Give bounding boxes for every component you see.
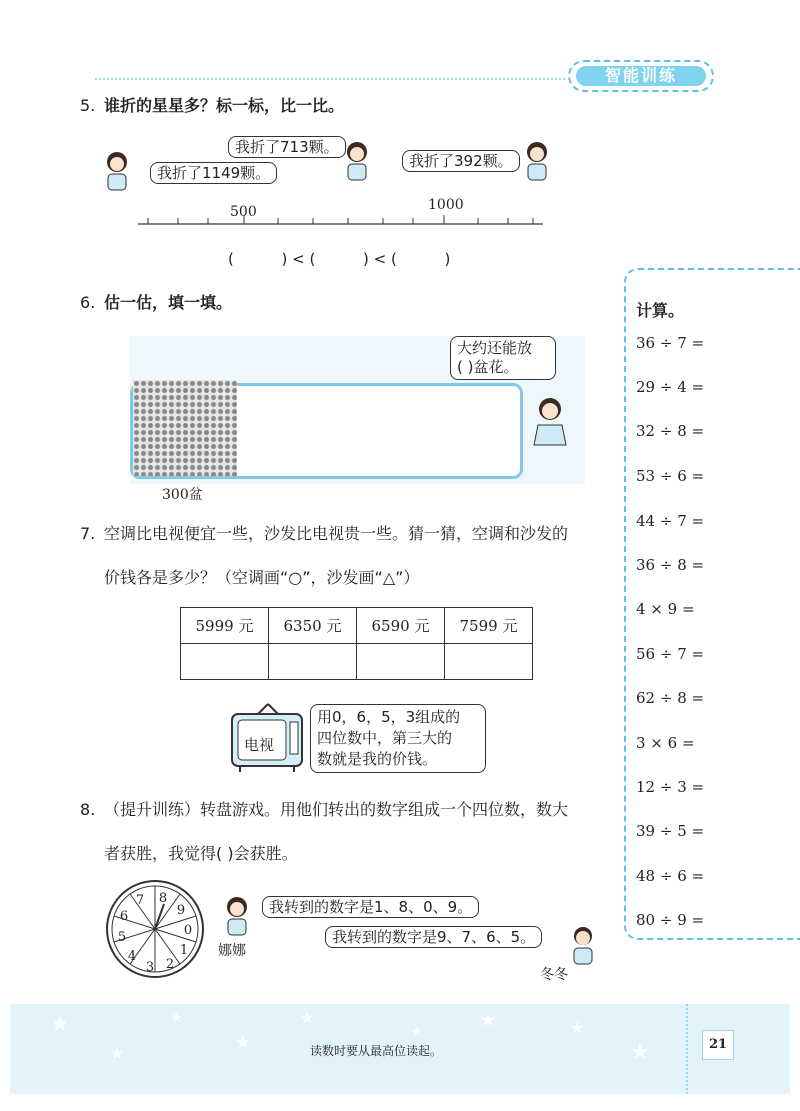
q5-bubble-1149: 我折了1149颗。 bbox=[150, 162, 277, 184]
star-icon: ★ bbox=[480, 1010, 497, 1031]
tv-bubble-line2: 四位数中，第三大的 bbox=[317, 729, 453, 747]
calc-item[interactable]: 39 ÷ 5 = bbox=[636, 822, 705, 840]
number-line bbox=[138, 212, 548, 232]
calc-item[interactable]: 53 ÷ 6 = bbox=[636, 467, 705, 485]
wheel-number: 0 bbox=[183, 923, 193, 938]
calc-title: 计算。 bbox=[636, 301, 685, 320]
tv-bubble-line1: 用0，6，5，3组成的 bbox=[317, 708, 461, 726]
girl-3-icon bbox=[520, 140, 554, 182]
calc-item[interactable]: 62 ÷ 8 = bbox=[636, 689, 705, 707]
dongdong-bubble: 我转到的数字是9、7、6、5。 bbox=[325, 926, 542, 948]
price-cell: 6590 元 bbox=[357, 608, 445, 644]
calc-item[interactable]: 4 × 9 = bbox=[636, 600, 695, 618]
girl-4-icon bbox=[530, 395, 570, 453]
tv-bubble bbox=[310, 704, 486, 773]
q5-number: 5. bbox=[80, 96, 96, 115]
star-icon: ★ bbox=[50, 1012, 70, 1037]
q7-line2: 价钱各是多少？（空调画“○”，沙发画“△”） bbox=[104, 568, 420, 587]
star-icon: ★ bbox=[235, 1032, 252, 1053]
tick-500: 500 bbox=[230, 204, 257, 220]
answer-cell[interactable] bbox=[445, 644, 533, 680]
wheel-number: 2 bbox=[165, 957, 175, 972]
tv-label: 电视 bbox=[244, 736, 275, 754]
section-tag-label: 智能训练 bbox=[576, 66, 706, 86]
wheel-number: 7 bbox=[135, 893, 145, 908]
q6-bubble-line2[interactable]: ( )盆花。 bbox=[457, 358, 519, 376]
answer-row bbox=[181, 644, 533, 680]
girl-2-icon bbox=[340, 140, 374, 182]
tick-1000: 1000 bbox=[428, 197, 464, 213]
footer-band bbox=[10, 1004, 790, 1094]
wheel-number: 8 bbox=[158, 891, 168, 906]
q6-pots-label: 300盆 bbox=[162, 487, 203, 503]
wheel-number: 6 bbox=[119, 909, 129, 924]
page-number: 21 bbox=[702, 1030, 734, 1060]
calc-panel bbox=[624, 268, 800, 940]
q6-title: 估一估，填一填。 bbox=[104, 293, 233, 312]
nana-icon bbox=[220, 895, 254, 937]
star-icon: ★ bbox=[570, 1018, 585, 1037]
q6-number: 6. bbox=[80, 293, 96, 312]
star-icon: ★ bbox=[110, 1044, 125, 1063]
q6-bubble bbox=[450, 336, 556, 380]
q6-bubble-line1: 大约还能放 bbox=[457, 339, 533, 357]
answer-cell[interactable] bbox=[181, 644, 269, 680]
q5-bubble-392: 我折了392颗。 bbox=[402, 150, 520, 172]
nana-name: 娜娜 bbox=[218, 943, 246, 959]
q8-number: 8. bbox=[80, 800, 96, 819]
calc-item[interactable]: 36 ÷ 7 = bbox=[636, 334, 705, 352]
price-cell: 6350 元 bbox=[269, 608, 357, 644]
calc-item[interactable]: 56 ÷ 7 = bbox=[636, 645, 705, 663]
tv-bubble-line3: 数就是我的价钱。 bbox=[317, 750, 438, 768]
header-divider bbox=[95, 78, 565, 80]
price-cell: 5999 元 bbox=[181, 608, 269, 644]
nana-bubble: 我转到的数字是1、8、0、9。 bbox=[262, 896, 479, 918]
star-icon: ★ bbox=[170, 1010, 183, 1026]
wheel-number: 3 bbox=[145, 960, 155, 975]
calc-item[interactable]: 29 ÷ 4 = bbox=[636, 378, 705, 396]
flower-pots bbox=[133, 380, 237, 476]
footer-tip: 读数时要从最高位读起。 bbox=[310, 1044, 443, 1058]
footer-divider bbox=[686, 1004, 688, 1094]
wheel-number: 5 bbox=[117, 930, 127, 945]
calc-item[interactable]: 36 ÷ 8 = bbox=[636, 556, 705, 574]
star-icon: ★ bbox=[630, 1040, 650, 1065]
q5-title: 谁折的星星多？标一标，比一比。 bbox=[104, 96, 345, 115]
q7-number: 7. bbox=[80, 524, 96, 543]
wheel-number: 9 bbox=[176, 903, 186, 918]
girl-1-icon bbox=[100, 150, 134, 192]
q5-bubble-713: 我折了713颗。 bbox=[228, 136, 346, 158]
calc-item[interactable]: 48 ÷ 6 = bbox=[636, 867, 705, 885]
calc-item[interactable]: 80 ÷ 9 = bbox=[636, 911, 705, 929]
dongdong-icon bbox=[566, 924, 600, 966]
wheel-number: 1 bbox=[179, 943, 189, 958]
q7-line1: 空调比电视便宜一些，沙发比电视贵一些。猜一猜，空调和沙发的 bbox=[104, 524, 569, 543]
price-row bbox=[181, 608, 533, 644]
answer-cell[interactable] bbox=[357, 644, 445, 680]
q8-line1: （提升训练）转盘游戏。用他们转出的数字组成一个四位数，数大 bbox=[104, 800, 569, 819]
calc-item[interactable]: 32 ÷ 8 = bbox=[636, 422, 705, 440]
calc-item[interactable]: 44 ÷ 7 = bbox=[636, 512, 705, 530]
calc-item[interactable]: 3 × 6 = bbox=[636, 734, 695, 752]
wheel-number: 4 bbox=[127, 949, 137, 964]
star-icon: ★ bbox=[300, 1008, 315, 1027]
price-table bbox=[180, 607, 533, 680]
star-icon: ★ bbox=[410, 1024, 423, 1040]
calc-item[interactable]: 12 ÷ 3 = bbox=[636, 778, 705, 796]
spinner-wheel bbox=[104, 878, 206, 980]
q8-line2: 者获胜，我觉得( )会获胜。 bbox=[104, 844, 298, 863]
price-cell: 7599 元 bbox=[445, 608, 533, 644]
dongdong-name: 冬冬 bbox=[540, 967, 568, 983]
q5-compare-blanks[interactable]: ( ) < ( ) < ( ) bbox=[228, 250, 451, 268]
section-tag bbox=[568, 60, 714, 92]
answer-cell[interactable] bbox=[269, 644, 357, 680]
